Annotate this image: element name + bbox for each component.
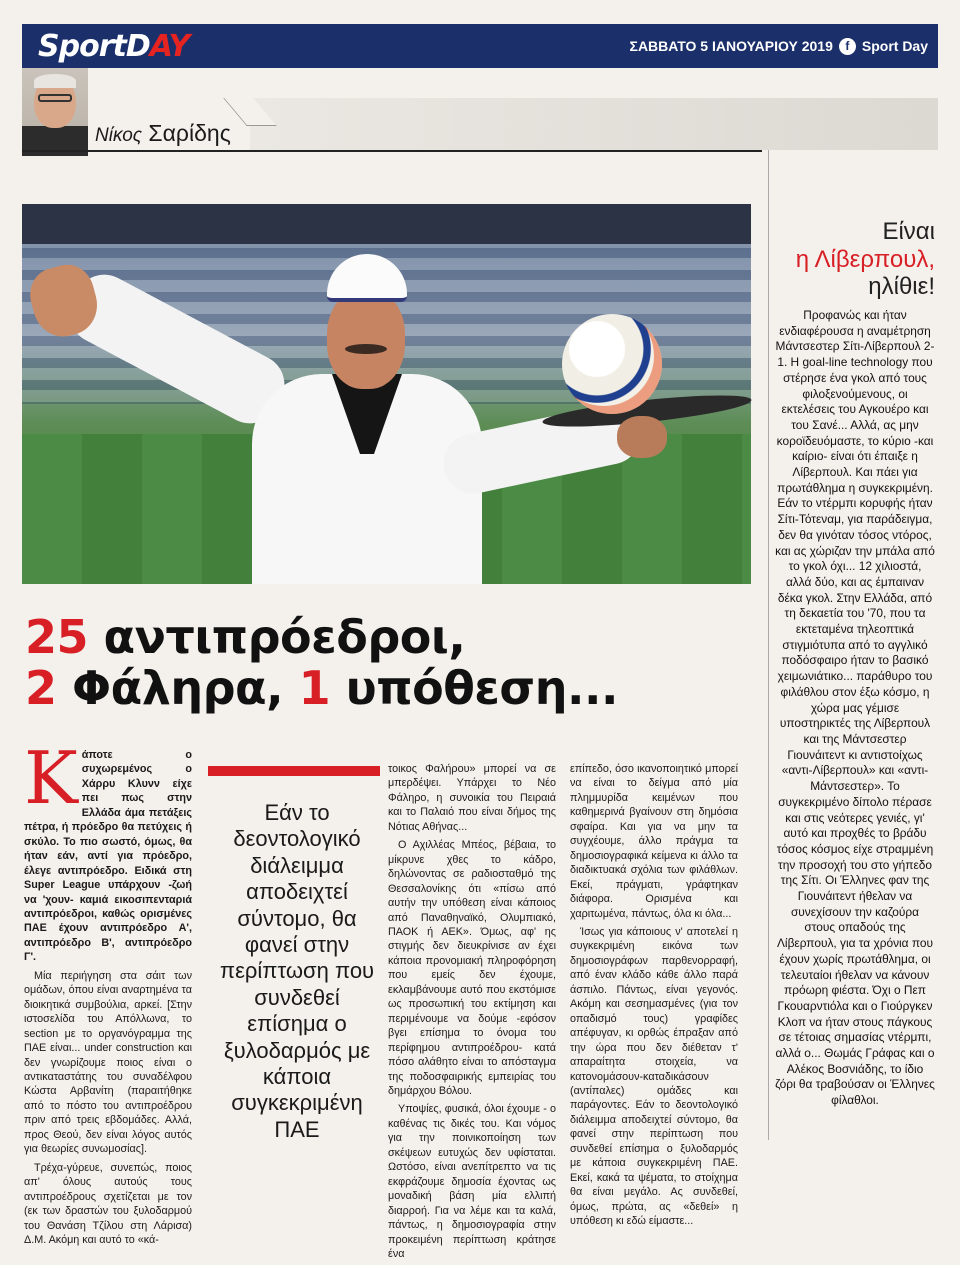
sidebar-title: Είναι η Λίβερπουλ, ηλίθιε! (795, 218, 935, 301)
faded-background-strip (250, 98, 938, 150)
facebook-icon[interactable]: f (839, 38, 856, 55)
stadium-roof (22, 204, 751, 244)
issue-date: ΣΑΒΒΑΤΟ 5 ΙΑΝΟΥΑΡΙΟΥ 2019 (629, 38, 833, 54)
paragraph: Ο Αχιλλέας Μπέος, βέβαια, το μίκρυνε χθες το κάδρο, δηλώνοντας σε ραδιοσταθμό της Θεσσαλονίκης ότι «πίσω από αυτήν την υπόθεση είναι κάποιος από Παναθηναϊκό, Ολυμπιακό, ΠΑΟΚ ή ΑΕΚ». Όμως, αφ' ης στιγμής δεν διευκρίνισε αν έχει κάποια προνομιακή πληροφόρηση που εμείς δεν έχουμε, εκλαμβάνουμε αυτό που εκστόμισε ως προσωπική του εκτίμηση και περιμένουμε να δούμε -εφόσον βγει επίσημα το όνομα του περίφημου αντιπροέδρου- κατά πόσο αλάθητο είναι το απόσταγμα της ποδοσφαιρικής εμπειρίας του δημάρχου Βόλου. (388, 839, 556, 1097)
article-column-3 (388, 762, 556, 1265)
man-face (327, 289, 405, 389)
football-icon (562, 314, 662, 414)
pull-quote-bar (208, 766, 380, 776)
pull-quote: Εάν το δεοντολογικό διάλειμμα αποδειχτεί σύντομο, θα φανεί στην περίπτωση που συνδεθεί επίσημα ο ξυλοδαρμός με κάποια συγκεκριμένη ΠΑΕ (219, 800, 375, 1142)
author-photo (22, 68, 88, 152)
drop-cap: Κ (24, 736, 78, 820)
sportday-logo[interactable]: SportDAY (38, 28, 190, 64)
paragraph: Μία περιήγηση στα σάιτ των ομάδων, όπου είναι αναρτημένα τα διοικητικά συμβούλια, αρκεί. [Στην ιστοσελίδα του Απόλλωνα, το section με το οργανόγραμμα της ΠΑΕ είναι... under construction και δεν γνωρίζουμε ποιος είναι ο αντικαταστάτης του συναδέλφου Κώστα Αρβανίτη (παραιτήθηκε από το πόστο του αντιπροέδρου πριν από τρεις εβδομάδες. Αλλά, προς Θεού, δεν είναι λόγος αυτός για θεωρίες συνωμοσίας]. (24, 969, 192, 1156)
sidebar-body: Προφανώς και ήταν ενδιαφέρουσα η αναμέτρηση Μάντσεστερ Σίτι-Λίβερπουλ 2-1. Η goal-line technology που στέρησε ένα γκολ από τους φιλοξενούμενους, οι εκτελέσεις του Αγκουέρο και του Σανέ... Αλλά, ας μην κοροϊδευόμαστε, το κύριο -και καίριο- είναι ότι έπαιξε η Λίβερπουλ. Και πάει για πρωτάθλημα η συγκεκριμένη. Εάν το ντέρμπι κορυφής ήταν Σίτι-Τότεναμ, για παράδειγμα, δεν θα γινόταν τόσος ντόρος, και ας χώριζαν την μπάλα από το γκολ όχι... 12 χιλιοστά, αλλά δύο, και ας έμπαιναν δέκα γκολ. Στην Ελλάδα, από τη δεκαετία του '70, που τα εκτεταμένα τηλεοπτικά στιγμιότυπα από το αγγλικό ποδόσφαιρο ήταν το βασικό χειμωνιάτικο... παράθυρο του φιλάθλου στον έξω κόσμο, η χώρα μας γέμισε υποστηρικτές της Λίβερπουλ και της Μάντσεστερ Γιουνάιτεντ κι αντιστοίχως «αντι-Λίβερπουλ» και «αντι-Μάντσεστερ». Το συγκεκριμένο δίπολο πέρασε και στις νεότερες γενιές, γι' αυτό και προχθές το βράδυ τόσος κόσμος είχε στραμμένη την προσοχή του στο γήπεδο της Σίτι. Οι Έλληνες φαν της Γιουνάιτεντ ήθελαν να συνεχίσουν την καζούρα στους οπαδούς της Λίβερπουλ, για τα χρόνια που έχουν χωρίς πρωτάθλημα, οι τελευταίοι ήθελαν να κάνουν πρόωρη φιέστα. Όχι ο Πεπ Γκουαρντιόλα και ο Γιούργκεν Κλοπ να ήταν στους πάγκους σε τέτοιας σημασίας ντέρμπι, αλλά ο... Θωμάς Γράφας και ο Αλέκος Βοσνιάδης, το ίδιο ζόρι θα τραβούσαν οι Έλληνες φίλαθλοι. (775, 308, 935, 1108)
paragraph: επίπεδο, όσο ικανοποιητικό μπορεί να είναι το δείγμα από μία πλημμυρίδα κειμένων που καθημερινά βγαίνουν στη δημόσια σφαίρα. Και για να μην τα συγχέουμε, άλλο πράγμα τα δημοσιογραφικά κείμενα κι άλλο τα διαδικτυακά σχόλια των φιλάθλων. Εκεί, πράγματι, γράφτηκαν διάφορα. Ορισμένα και χαριτωμένα, πάντως, όλα κι όλα... (570, 763, 738, 920)
article-column-1 (24, 736, 192, 1251)
masthead (22, 24, 938, 68)
article-column-4 (570, 762, 738, 1233)
author-first-name: Νίκος (95, 125, 143, 146)
article-lead: άποτε ο συχωρεμένος ο Χάρρυ Κλυνν είχε πει πως στην Ελλάδα άμα πετάξεις πέτρα, ή πρόεδρο θα πετύχεις ή σκύλο. Το πιο σωστό, όμως, θα ήταν εάν, αντί για πρόεδρο, έλεγε αντιπρόεδρο. Ειδικά στη Super League υπάρχουν -ζωή να 'χουν- καμιά εικοσιπενταριά αντιπρόεδροι, καθώς ορισμένες ΠΑΕ έχουν αντιπρόεδρο Α', αντιπρόεδρο Β', αντιπρόεδρο Γ'. (24, 749, 192, 964)
moustache (345, 344, 387, 354)
paragraph: Τρέχα-γύρευε, συνεπώς, ποιος απ' όλους αυτούς τους αντιπροέδρους σχετίζεται με τον (εκ των δραστών του ξυλοδαρμού του Θανάση Τζίλου στη Λάρισα) Δ.Μ. Ακόμη και αυτό το «κά- (24, 1161, 192, 1246)
facebook-label[interactable]: Sport Day (861, 38, 928, 54)
author-last-name: Σαρίδης (148, 120, 231, 146)
tray-hand (617, 416, 667, 458)
hero-photo (22, 204, 751, 584)
author-byline (95, 120, 231, 147)
paragraph: τοικος Φαλήρου» μπορεί να σε μπερδέψει. Υπάρχει το Νέο Φάληρο, η συνοικία του Πειραιά και το Παλαιό που είναι δήμος της Νότιας Αθήνας... (388, 763, 556, 833)
column-divider (768, 150, 769, 1140)
divider (22, 150, 762, 152)
article-headline: 25 αντιπρόεδροι, 2 Φάληρα, 1 υπόθεση... (25, 610, 618, 715)
paragraph: Υποψίες, φυσικά, όλοι έχουμε - ο καθένας τις δικές του. Και νόμος για την ποινικοποίηση των σκέψεων ευτυχώς δεν υφίσταται. Ωστόσο, είναι ανεπίτρεπτο να τις εκφράζουμε δημοσία έχοντας ως μοναδική βάση μία ελλιπή διαρροή. Για να λέμε και τα καλά, πάντως, η δημοσιογραφία στην προκειμένη περίπτωση κράτησε ένα (388, 1103, 556, 1260)
masthead-info (630, 38, 928, 55)
paragraph: Ίσως για κάποιους ν' αποτελεί η συγκεκριμένη εικόνα των δημοσιογράφων παρθενορραφή, από έναν κλάδο κάθε άλλο παρά άσπιλο. Πάντως, είναι γεγονός. Ακόμη και σεσημασμένες (για τον οπαδισμό τους) γραφίδες απέφυγαν, κι ορθώς έπραξαν από την ώρα που δεν διέθεταν τ' απαραίτητα στοιχεία, να κατονομάσουν-καταδικάσουν (αντίπαλες) ομάδες και παράγοντες. Εάν το δεοντολογικό διάλειμμα αποδειχτεί σύντομο, θα φανεί στην περίπτωση που συνδεθεί επίσημα ο ξυλοδαρμός με κάποια συγκεκριμένη ΠΑΕ. Εκεί, κακά τα ψέματα, το στοίχημα θα είναι μεγάλο. Ας συνδεθεί, όμως, πρώτα, ας «δεθεί» η υπόθεση κι εδώ είμαστε... (570, 925, 738, 1228)
